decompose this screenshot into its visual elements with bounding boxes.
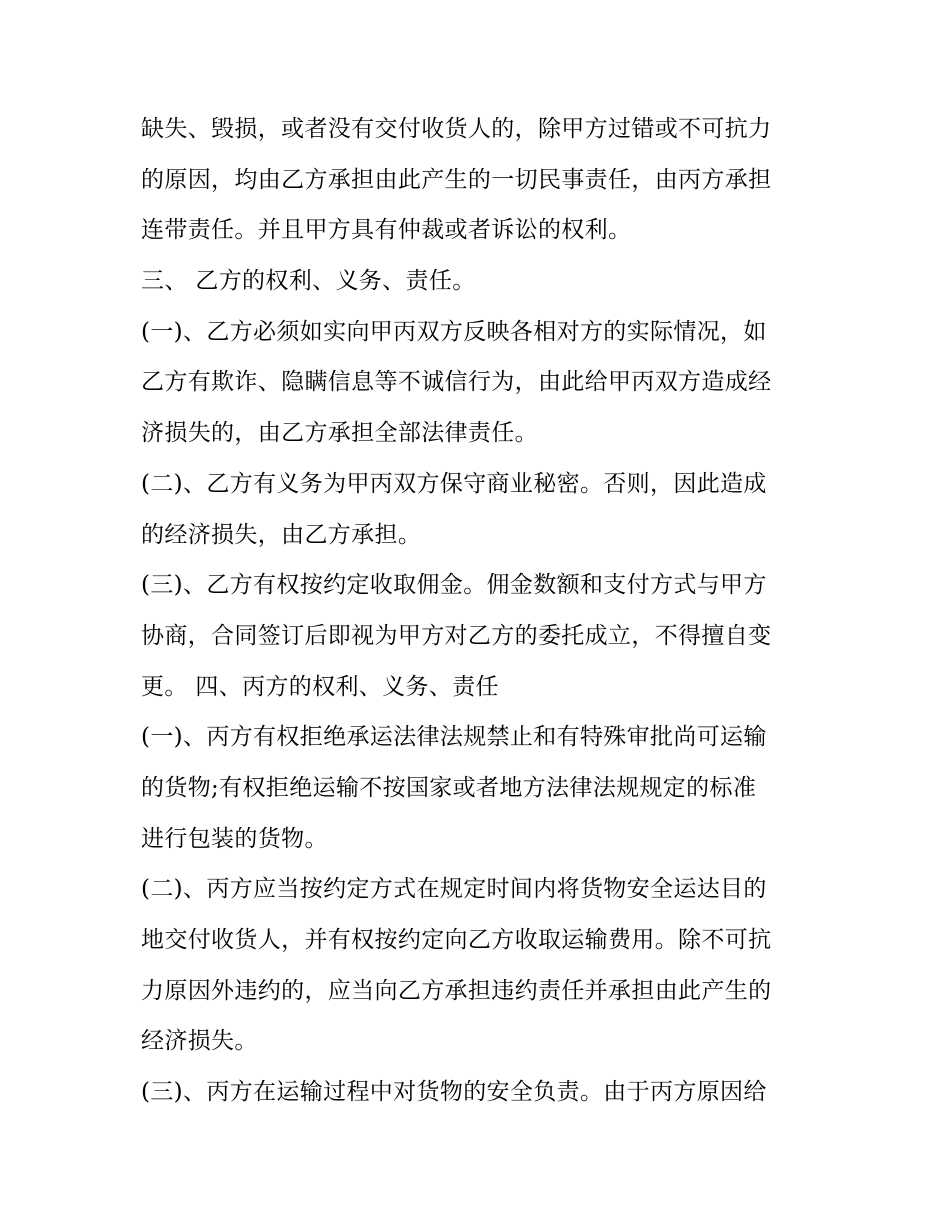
text-line: (二)、丙方应当按约定方式在规定时间内将货物安全运达目的 (141, 876, 767, 903)
text-line: 地交付收货人，并有权按约定向乙方收取运输费用。除不可抗 (141, 927, 772, 953)
text-line: (一)、丙方有权拒绝承运法律法规禁止和有特殊审批尚可运输 (141, 724, 767, 751)
document-body (141, 104, 821, 1118)
text-line: 的货物;有权拒绝运输不按国家或者地方法律法规规定的标准 (141, 774, 757, 801)
text-line: 进行包装的货物。 (141, 825, 328, 852)
text-line: (二)、乙方有义务为甲丙双方保守商业秘密。否则，因此造成 (141, 470, 767, 497)
text-line: 缺失、毁损，或者没有交付收货人的，除甲方过错或不可抗力 (141, 116, 772, 142)
section-heading: 三、 乙方的权利、义务、责任。 (141, 268, 476, 295)
text-line: 济损失的，由乙方承担全部法律责任。 (141, 420, 538, 447)
text-line: 乙方有欺诈、隐瞒信息等不诚信行为，由此给甲丙双方造成经 (141, 369, 772, 396)
text-line: 的原因，均由乙方承担由此产生的一切民事责任，由丙方承担 (141, 166, 772, 193)
text-line: 连带责任。并且甲方具有仲裁或者诉讼的权利。 (141, 217, 632, 244)
text-line: 经济损失。 (141, 1028, 258, 1055)
text-line: 力原因外违约的，应当向乙方承担违约责任并承担由此产生的 (141, 977, 772, 1004)
text-line: 更。 四、丙方的权利、义务、责任 (141, 673, 499, 700)
text-line: (一)、乙方必须如实向甲丙双方反映各相对方的实际情况，如 (141, 318, 767, 345)
text-line: (三)、乙方有权按约定收取佣金。佣金数额和支付方式与甲方 (141, 572, 767, 599)
text-line: 的经济损失，由乙方承担。 (141, 521, 422, 548)
text-line: (三)、丙方在运输过程中对货物的安全负责。由于丙方原因给 (141, 1079, 767, 1106)
text-line: 协商，合同签订后即视为甲方对乙方的委托成立，不得擅自变 (141, 622, 772, 649)
